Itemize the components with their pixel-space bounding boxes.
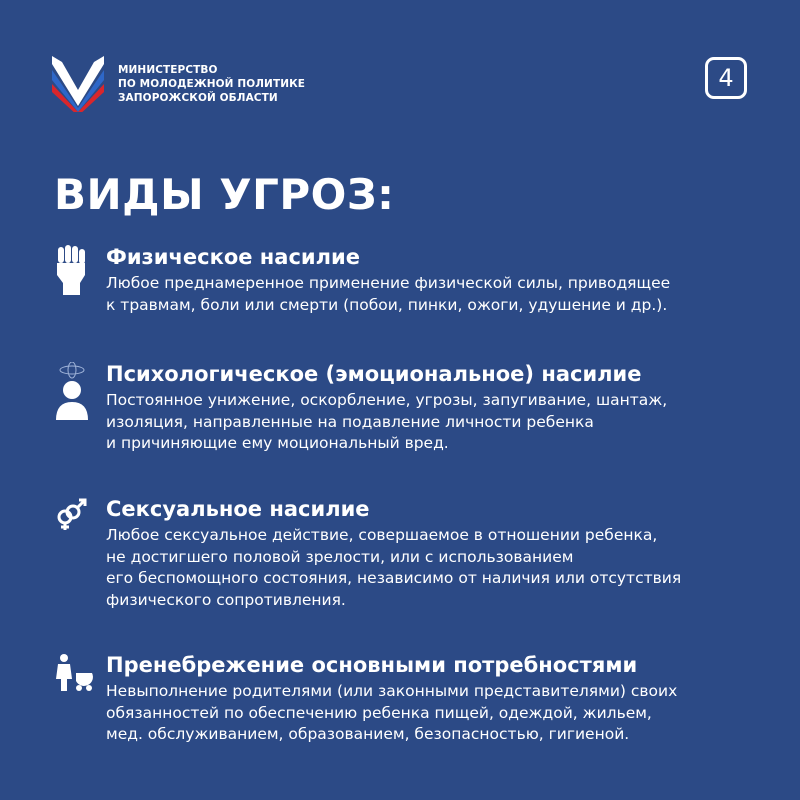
section-heading: Психологическое (эмоциональное) насилие bbox=[106, 362, 642, 386]
section-neglect bbox=[54, 651, 774, 746]
section-text: Постоянное унижение, оскорбление, угрозы, запугивание, шантаж, изоляция, направленные на подавление личности ребенка и причиняющие ему моциональный вред. bbox=[106, 391, 668, 452]
flag-chevron-icon bbox=[52, 56, 104, 112]
person-mind-icon bbox=[54, 360, 98, 455]
section-text: Невыполнение родителями (или законными представителями) своих обязанностей по обеспечению ребенка пищей, одеждой, жильем, мед. обслуживанием, образованием, безопасностью, гигиеной. bbox=[106, 682, 678, 743]
section-text: Любое преднамеренное применение физической силы, приводящее к травмам, боли или смерти (побои, пинки, ожоги, удушение и др.). bbox=[106, 274, 671, 314]
section-text: Любое сексуальное действие, совершаемое в отношении ребенка, не достигшего половой зрелости, или с использованием его беспомощного состояния, независимо от наличия или отсутствия физического сопротивления. bbox=[106, 526, 682, 609]
fist-icon bbox=[54, 243, 98, 316]
org-name bbox=[118, 63, 305, 105]
page-number: 4 bbox=[705, 57, 747, 99]
page-title: ВИДЫ УГРОЗ: bbox=[54, 170, 395, 219]
ministry-logo bbox=[52, 56, 305, 112]
section-sexual bbox=[54, 495, 774, 611]
section-heading: Сексуальное насилие bbox=[106, 497, 370, 521]
org-line: МИНИСТЕРСТВО bbox=[118, 64, 218, 76]
section-heading: Физическое насилие bbox=[106, 245, 360, 269]
section-psychological bbox=[54, 360, 774, 455]
section-heading: Пренебрежение основными потребностями bbox=[106, 653, 638, 677]
mother-stroller-icon bbox=[54, 651, 98, 746]
org-line: ПО МОЛОДЕЖНОЙ ПОЛИТИКЕ bbox=[118, 78, 306, 90]
org-line: ЗАПОРОЖСКОЙ ОБЛАСТИ bbox=[118, 92, 278, 104]
section-physical bbox=[54, 243, 774, 316]
gender-symbols-icon bbox=[54, 495, 98, 611]
